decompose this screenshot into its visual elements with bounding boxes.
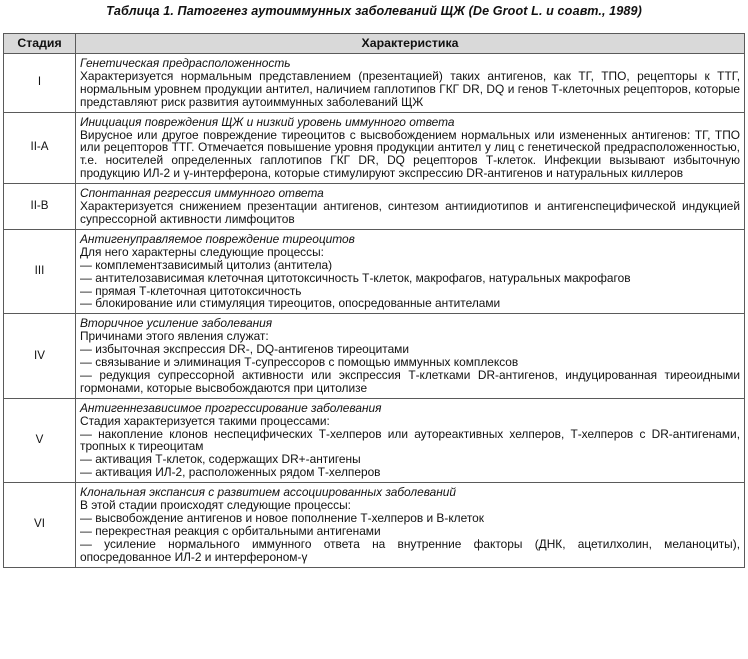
characteristic-cell <box>76 184 745 230</box>
table-row <box>4 184 745 230</box>
characteristic-cell <box>76 112 745 184</box>
pathogenesis-table <box>3 33 745 568</box>
stage-description: Причинами этого явления служат: <box>80 329 269 344</box>
stage-title: Антигеннезависимое прогрессирование заболевания <box>80 400 382 415</box>
stage-process-item: — комплементзависимый цитолиз (антитела) <box>80 257 333 272</box>
characteristic-cell <box>76 398 745 482</box>
table-body <box>4 54 745 568</box>
stage-process-item: — перекрестная реакция с орбитальными антигенами <box>80 523 381 538</box>
stage-title: Клональная экспансия с развитием ассоциированных заболеваний <box>80 485 457 500</box>
table-row <box>4 229 745 313</box>
characteristic-cell <box>76 229 745 313</box>
stage-cell: V <box>4 398 76 482</box>
stage-description: Вирусное или другое повреждение тиреоцитов с высвобождением нормальных или измененных антигенов: ТГ, ТПО или рецепторов ТТГ. Отмечается повышение уровня продукции антител у лиц с генетической предрасположенностью, т.е. носителей определенных гаплотипов ГКГ DR, DQ рецепторов Т-клеток. Инфекции вызывают избыточную продукцию ИЛ-2 и γ-интерферона, которые стимулируют экспрессию DR-антигенов и натуральных киллеров <box>80 127 740 181</box>
table-row <box>4 54 745 113</box>
stage-process-item: — редукция супрессорной активности или экспрессия Т-клетками DR-антигенов, индуцированная тиреоидными гормонами, которые высвобождаются при цитолизе <box>80 367 740 395</box>
stage-description: В этой стадии происходят следующие процессы: <box>80 498 351 513</box>
stage-title: Вторичное усиление заболевания <box>80 316 273 331</box>
stage-process-item: — активация Т-клеток, содержащих DR+-антигены <box>80 452 361 467</box>
stage-title: Инициация повреждения ЩЖ и низкий уровень иммунного ответа <box>80 114 455 129</box>
stage-title: Антигенуправляемое повреждение тиреоцитов <box>80 231 355 246</box>
stage-cell: II-A <box>4 112 76 184</box>
stage-title: Генетическая предрасположенность <box>80 56 291 70</box>
characteristic-cell <box>76 54 745 113</box>
stage-process-item: — усиление нормального иммунного ответа на внутренние факторы (ДНК, ацетилхолин, меланоциты), опосредованное ИЛ-2 и интерфероном-γ <box>80 536 740 564</box>
stage-process-item: — антителозависимая клеточная цитотоксичность Т-клеток, макрофагов, натуральных макрофагов <box>80 270 631 285</box>
stage-process-item: — избыточная экспрессия DR-, DQ-антигенов тиреоцитами <box>80 342 409 357</box>
characteristic-cell <box>76 314 745 398</box>
table-header-row <box>4 34 745 54</box>
stage-cell: IV <box>4 314 76 398</box>
stage-description: Стадия характеризуется такими процессами: <box>80 413 330 428</box>
stage-description: Характеризуется снижением презентации антигенов, синтезом антиидиотипов и антигенспецифической индукцией супрессорной активности лимфоцитов <box>80 199 740 226</box>
stage-process-item: — прямая Т-клеточная цитотоксичность <box>80 283 302 298</box>
stage-cell: VI <box>4 483 76 567</box>
header-stage: Стадия <box>4 34 76 54</box>
stage-cell: II-B <box>4 184 76 230</box>
table-row <box>4 314 745 398</box>
stage-process-item: — блокирование или стимуляция тиреоцитов, опосредованные антителами <box>80 296 501 311</box>
stage-process-item: — активация ИЛ-2, расположенных рядом Т-хелперов <box>80 465 381 480</box>
stage-cell: III <box>4 229 76 313</box>
stage-process-item: — высвобождение антигенов и новое пополнение Т-хелперов и В-клеток <box>80 511 484 525</box>
stage-description: Характеризуется нормальным представлением (презентацией) таких антигенов, как ТГ, ТПО, рецепторы к ТТГ, нормальным уровнем продукции антител, наличием гаплотипов ГКГ DR, DQ и генов Т-клеточных рецепторов, которые представляют риск развития аутоиммунных заболеваний ЩЖ <box>80 68 740 109</box>
stage-process-item: — связывание и элиминация Т-супрессоров с помощью иммунных комплексов <box>80 355 519 370</box>
table-row <box>4 483 745 567</box>
stage-cell: I <box>4 54 76 113</box>
stage-description: Для него характерны следующие процессы: <box>80 244 324 259</box>
characteristic-cell <box>76 483 745 567</box>
table-row <box>4 398 745 482</box>
stage-title: Спонтанная регрессия иммунного ответа <box>80 186 324 201</box>
table-caption: Таблица 1. Патогенез аутоиммунных заболеваний ЩЖ (De Groot L. и соавт., 1989) <box>106 4 642 18</box>
header-characteristic: Характеристика <box>76 34 745 54</box>
stage-process-item: — накопление клонов неспецифических Т-хелперов или аутореактивных хелперов, Т-хелперов с DR-антигенами, тропных к тиреоцитам <box>80 426 740 454</box>
table-row <box>4 112 745 184</box>
